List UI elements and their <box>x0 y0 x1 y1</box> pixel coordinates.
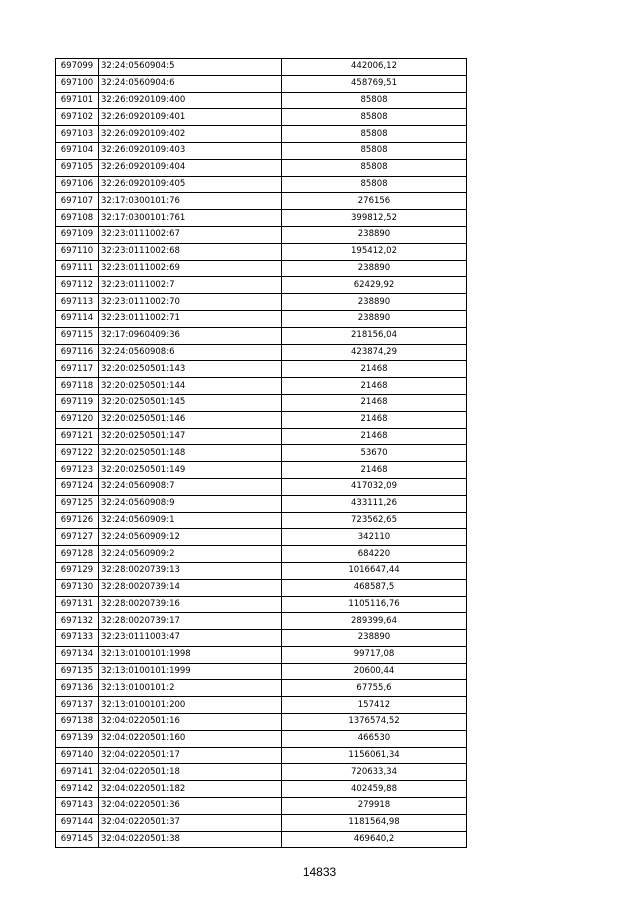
cadastral-number-cell: 32:04:0220501:17 <box>99 747 282 764</box>
cadastral-value-cell: 399812,52 <box>282 210 467 227</box>
row-number-cell: 697121 <box>56 428 99 445</box>
cadastral-number-cell: 32:23:0111002:67 <box>99 226 282 243</box>
row-number-cell: 697143 <box>56 798 99 815</box>
row-number-cell: 697141 <box>56 764 99 781</box>
row-number-cell: 697103 <box>56 126 99 143</box>
row-number-cell: 697145 <box>56 831 99 848</box>
cadastral-value-cell: 21468 <box>282 361 467 378</box>
cadastral-number-cell: 32:13:0100101:2 <box>99 680 282 697</box>
table-row <box>56 714 467 731</box>
cadastral-number-cell: 32:04:0220501:36 <box>99 798 282 815</box>
cadastral-number-cell: 32:24:0560909:1 <box>99 512 282 529</box>
cadastral-number-cell: 32:20:0250501:148 <box>99 445 282 462</box>
row-number-cell: 697125 <box>56 495 99 512</box>
page-number: 14833 <box>302 865 337 879</box>
cadastral-number-cell: 32:28:0020739:17 <box>99 613 282 630</box>
cadastral-number-cell: 32:23:0111002:70 <box>99 294 282 311</box>
cadastral-value-cell: 20600,44 <box>282 663 467 680</box>
row-number-cell: 697136 <box>56 680 99 697</box>
cadastral-value-cell: 1181564,98 <box>282 814 467 831</box>
cadastral-value-cell: 238890 <box>282 294 467 311</box>
table-row <box>56 680 467 697</box>
cadastral-value-cell: 67755,6 <box>282 680 467 697</box>
table-body <box>56 59 467 848</box>
table-row <box>56 764 467 781</box>
row-number-cell: 697123 <box>56 462 99 479</box>
table-row <box>56 378 467 395</box>
cadastral-value-cell: 442006,12 <box>282 59 467 76</box>
cadastral-value-cell: 85808 <box>282 92 467 109</box>
table-row <box>56 411 467 428</box>
table-row <box>56 831 467 848</box>
cadastral-value-cell: 417032,09 <box>282 478 467 495</box>
cadastral-value-cell: 85808 <box>282 176 467 193</box>
cadastral-value-cell: 276156 <box>282 193 467 210</box>
table-row <box>56 75 467 92</box>
cadastral-value-cell: 238890 <box>282 226 467 243</box>
row-number-cell: 697131 <box>56 596 99 613</box>
cadastral-number-cell: 32:24:0560909:2 <box>99 546 282 563</box>
row-number-cell: 697100 <box>56 75 99 92</box>
row-number-cell: 697139 <box>56 730 99 747</box>
table-row <box>56 630 467 647</box>
cadastral-value-cell: 466530 <box>282 730 467 747</box>
cadastral-value-cell: 1156061,34 <box>282 747 467 764</box>
table-row <box>56 697 467 714</box>
row-number-cell: 697140 <box>56 747 99 764</box>
row-number-cell: 697107 <box>56 193 99 210</box>
row-number-cell: 697128 <box>56 546 99 563</box>
cadastral-number-cell: 32:23:0111002:7 <box>99 277 282 294</box>
table-row <box>56 109 467 126</box>
row-number-cell: 697114 <box>56 310 99 327</box>
cadastral-value-cell: 279918 <box>282 798 467 815</box>
cadastral-number-cell: 32:17:0960409:36 <box>99 327 282 344</box>
cadastral-value-cell: 238890 <box>282 630 467 647</box>
cadastral-value-cell: 402459,88 <box>282 781 467 798</box>
table-row <box>56 294 467 311</box>
cadastral-number-cell: 32:04:0220501:16 <box>99 714 282 731</box>
table-row <box>56 814 467 831</box>
cadastral-value-cell: 85808 <box>282 142 467 159</box>
table-row <box>56 781 467 798</box>
row-number-cell: 697119 <box>56 394 99 411</box>
cadastral-number-cell: 32:17:0300101:761 <box>99 210 282 227</box>
cadastral-value-cell: 684220 <box>282 546 467 563</box>
cadastral-value-cell: 289399,64 <box>282 613 467 630</box>
cadastral-value-cell: 85808 <box>282 159 467 176</box>
cadastral-number-cell: 32:28:0020739:16 <box>99 596 282 613</box>
table-row <box>56 478 467 495</box>
table-row <box>56 142 467 159</box>
cadastral-number-cell: 32:23:0111002:68 <box>99 243 282 260</box>
cadastral-value-cell: 157412 <box>282 697 467 714</box>
cadastral-value-cell: 723562,65 <box>282 512 467 529</box>
table-row <box>56 747 467 764</box>
row-number-cell: 697120 <box>56 411 99 428</box>
cadastral-value-cell: 458769,51 <box>282 75 467 92</box>
table-row <box>56 613 467 630</box>
cadastral-number-cell: 32:24:0560904:5 <box>99 59 282 76</box>
table-row <box>56 59 467 76</box>
row-number-cell: 697129 <box>56 562 99 579</box>
table-row <box>56 663 467 680</box>
row-number-cell: 697117 <box>56 361 99 378</box>
cadastral-number-cell: 32:04:0220501:182 <box>99 781 282 798</box>
row-number-cell: 697122 <box>56 445 99 462</box>
cadastral-number-cell: 32:20:0250501:145 <box>99 394 282 411</box>
cadastral-number-cell: 32:24:0560904:6 <box>99 75 282 92</box>
row-number-cell: 697102 <box>56 109 99 126</box>
table-row <box>56 260 467 277</box>
cadastral-number-cell: 32:04:0220501:38 <box>99 831 282 848</box>
cadastral-value-cell: 85808 <box>282 109 467 126</box>
cadastral-number-cell: 32:24:0560909:12 <box>99 529 282 546</box>
cadastral-number-cell: 32:26:0920109:401 <box>99 109 282 126</box>
table-row <box>56 226 467 243</box>
table-row <box>56 310 467 327</box>
row-number-cell: 697112 <box>56 277 99 294</box>
cadastral-value-cell: 1105116,76 <box>282 596 467 613</box>
cadastral-number-cell: 32:20:0250501:149 <box>99 462 282 479</box>
cadastral-value-cell: 238890 <box>282 310 467 327</box>
row-number-cell: 697138 <box>56 714 99 731</box>
cadastral-value-cell: 85808 <box>282 126 467 143</box>
row-number-cell: 697144 <box>56 814 99 831</box>
cadastral-number-cell: 32:20:0250501:144 <box>99 378 282 395</box>
table-row <box>56 730 467 747</box>
cadastral-number-cell: 32:13:0100101:1998 <box>99 646 282 663</box>
cadastral-value-cell: 21468 <box>282 411 467 428</box>
cadastral-number-cell: 32:28:0020739:14 <box>99 579 282 596</box>
row-number-cell: 697111 <box>56 260 99 277</box>
table-row <box>56 529 467 546</box>
cadastral-value-cell: 99717,08 <box>282 646 467 663</box>
table-row <box>56 327 467 344</box>
cadastral-number-cell: 32:23:0111003:47 <box>99 630 282 647</box>
cadastral-value-cell: 469640,2 <box>282 831 467 848</box>
row-number-cell: 697124 <box>56 478 99 495</box>
row-number-cell: 697113 <box>56 294 99 311</box>
row-number-cell: 697099 <box>56 59 99 76</box>
cadastral-value-cell: 468587,5 <box>282 579 467 596</box>
table-row <box>56 579 467 596</box>
row-number-cell: 697115 <box>56 327 99 344</box>
cadastral-value-cell: 21468 <box>282 428 467 445</box>
table-row <box>56 193 467 210</box>
cadastral-number-cell: 32:26:0920109:403 <box>99 142 282 159</box>
cadastral-number-cell: 32:26:0920109:404 <box>99 159 282 176</box>
table-row <box>56 394 467 411</box>
cadastral-number-cell: 32:04:0220501:18 <box>99 764 282 781</box>
table-row <box>56 428 467 445</box>
row-number-cell: 697106 <box>56 176 99 193</box>
row-number-cell: 697142 <box>56 781 99 798</box>
cadastral-number-cell: 32:23:0111002:69 <box>99 260 282 277</box>
cadastral-value-cell: 1016647,44 <box>282 562 467 579</box>
table-row <box>56 445 467 462</box>
cadastral-value-cell: 1376574,52 <box>282 714 467 731</box>
cadastral-number-cell: 32:26:0920109:402 <box>99 126 282 143</box>
row-number-cell: 697116 <box>56 344 99 361</box>
cadastral-number-cell: 32:04:0220501:37 <box>99 814 282 831</box>
table-row <box>56 243 467 260</box>
cadastral-value-cell: 218156,04 <box>282 327 467 344</box>
cadastral-number-cell: 32:28:0020739:13 <box>99 562 282 579</box>
row-number-cell: 697135 <box>56 663 99 680</box>
row-number-cell: 697101 <box>56 92 99 109</box>
cadastral-number-cell: 32:24:0560908:7 <box>99 478 282 495</box>
row-number-cell: 697126 <box>56 512 99 529</box>
cadastral-value-cell: 342110 <box>282 529 467 546</box>
row-number-cell: 697127 <box>56 529 99 546</box>
cadastral-number-cell: 32:20:0250501:143 <box>99 361 282 378</box>
table-row <box>56 344 467 361</box>
cadastral-value-cell: 433111,26 <box>282 495 467 512</box>
cadastral-number-cell: 32:13:0100101:200 <box>99 697 282 714</box>
cadastral-number-cell: 32:23:0111002:71 <box>99 310 282 327</box>
row-number-cell: 697105 <box>56 159 99 176</box>
row-number-cell: 697134 <box>56 646 99 663</box>
table-row <box>56 512 467 529</box>
table-row <box>56 798 467 815</box>
row-number-cell: 697118 <box>56 378 99 395</box>
cadastral-value-cell: 238890 <box>282 260 467 277</box>
table-row <box>56 546 467 563</box>
table-row <box>56 495 467 512</box>
cadastral-value-table <box>55 58 467 848</box>
row-number-cell: 697133 <box>56 630 99 647</box>
cadastral-value-cell: 21468 <box>282 394 467 411</box>
row-number-cell: 697132 <box>56 613 99 630</box>
table-row <box>56 159 467 176</box>
cadastral-value-cell: 21468 <box>282 378 467 395</box>
cadastral-value-cell: 720633,34 <box>282 764 467 781</box>
cadastral-value-cell: 21468 <box>282 462 467 479</box>
row-number-cell: 697137 <box>56 697 99 714</box>
cadastral-number-cell: 32:04:0220501:160 <box>99 730 282 747</box>
table-row <box>56 646 467 663</box>
cadastral-number-cell: 32:20:0250501:146 <box>99 411 282 428</box>
cadastral-number-cell: 32:24:0560908:9 <box>99 495 282 512</box>
cadastral-number-cell: 32:26:0920109:400 <box>99 92 282 109</box>
cadastral-number-cell: 32:26:0920109:405 <box>99 176 282 193</box>
table-row <box>56 562 467 579</box>
cadastral-number-cell: 32:24:0560908:6 <box>99 344 282 361</box>
table-row <box>56 277 467 294</box>
table-row <box>56 92 467 109</box>
cadastral-value-cell: 53670 <box>282 445 467 462</box>
table-row <box>56 210 467 227</box>
row-number-cell: 697109 <box>56 226 99 243</box>
row-number-cell: 697108 <box>56 210 99 227</box>
cadastral-value-cell: 62429,92 <box>282 277 467 294</box>
cadastral-number-cell: 32:20:0250501:147 <box>99 428 282 445</box>
row-number-cell: 697110 <box>56 243 99 260</box>
row-number-cell: 697104 <box>56 142 99 159</box>
cadastral-value-cell: 423874,29 <box>282 344 467 361</box>
cadastral-number-cell: 32:13:0100101:1999 <box>99 663 282 680</box>
table-row <box>56 176 467 193</box>
table-row <box>56 462 467 479</box>
cadastral-value-cell: 195412,02 <box>282 243 467 260</box>
row-number-cell: 697130 <box>56 579 99 596</box>
table-row <box>56 596 467 613</box>
table-row <box>56 126 467 143</box>
table-row <box>56 361 467 378</box>
cadastral-number-cell: 32:17:0300101:76 <box>99 193 282 210</box>
